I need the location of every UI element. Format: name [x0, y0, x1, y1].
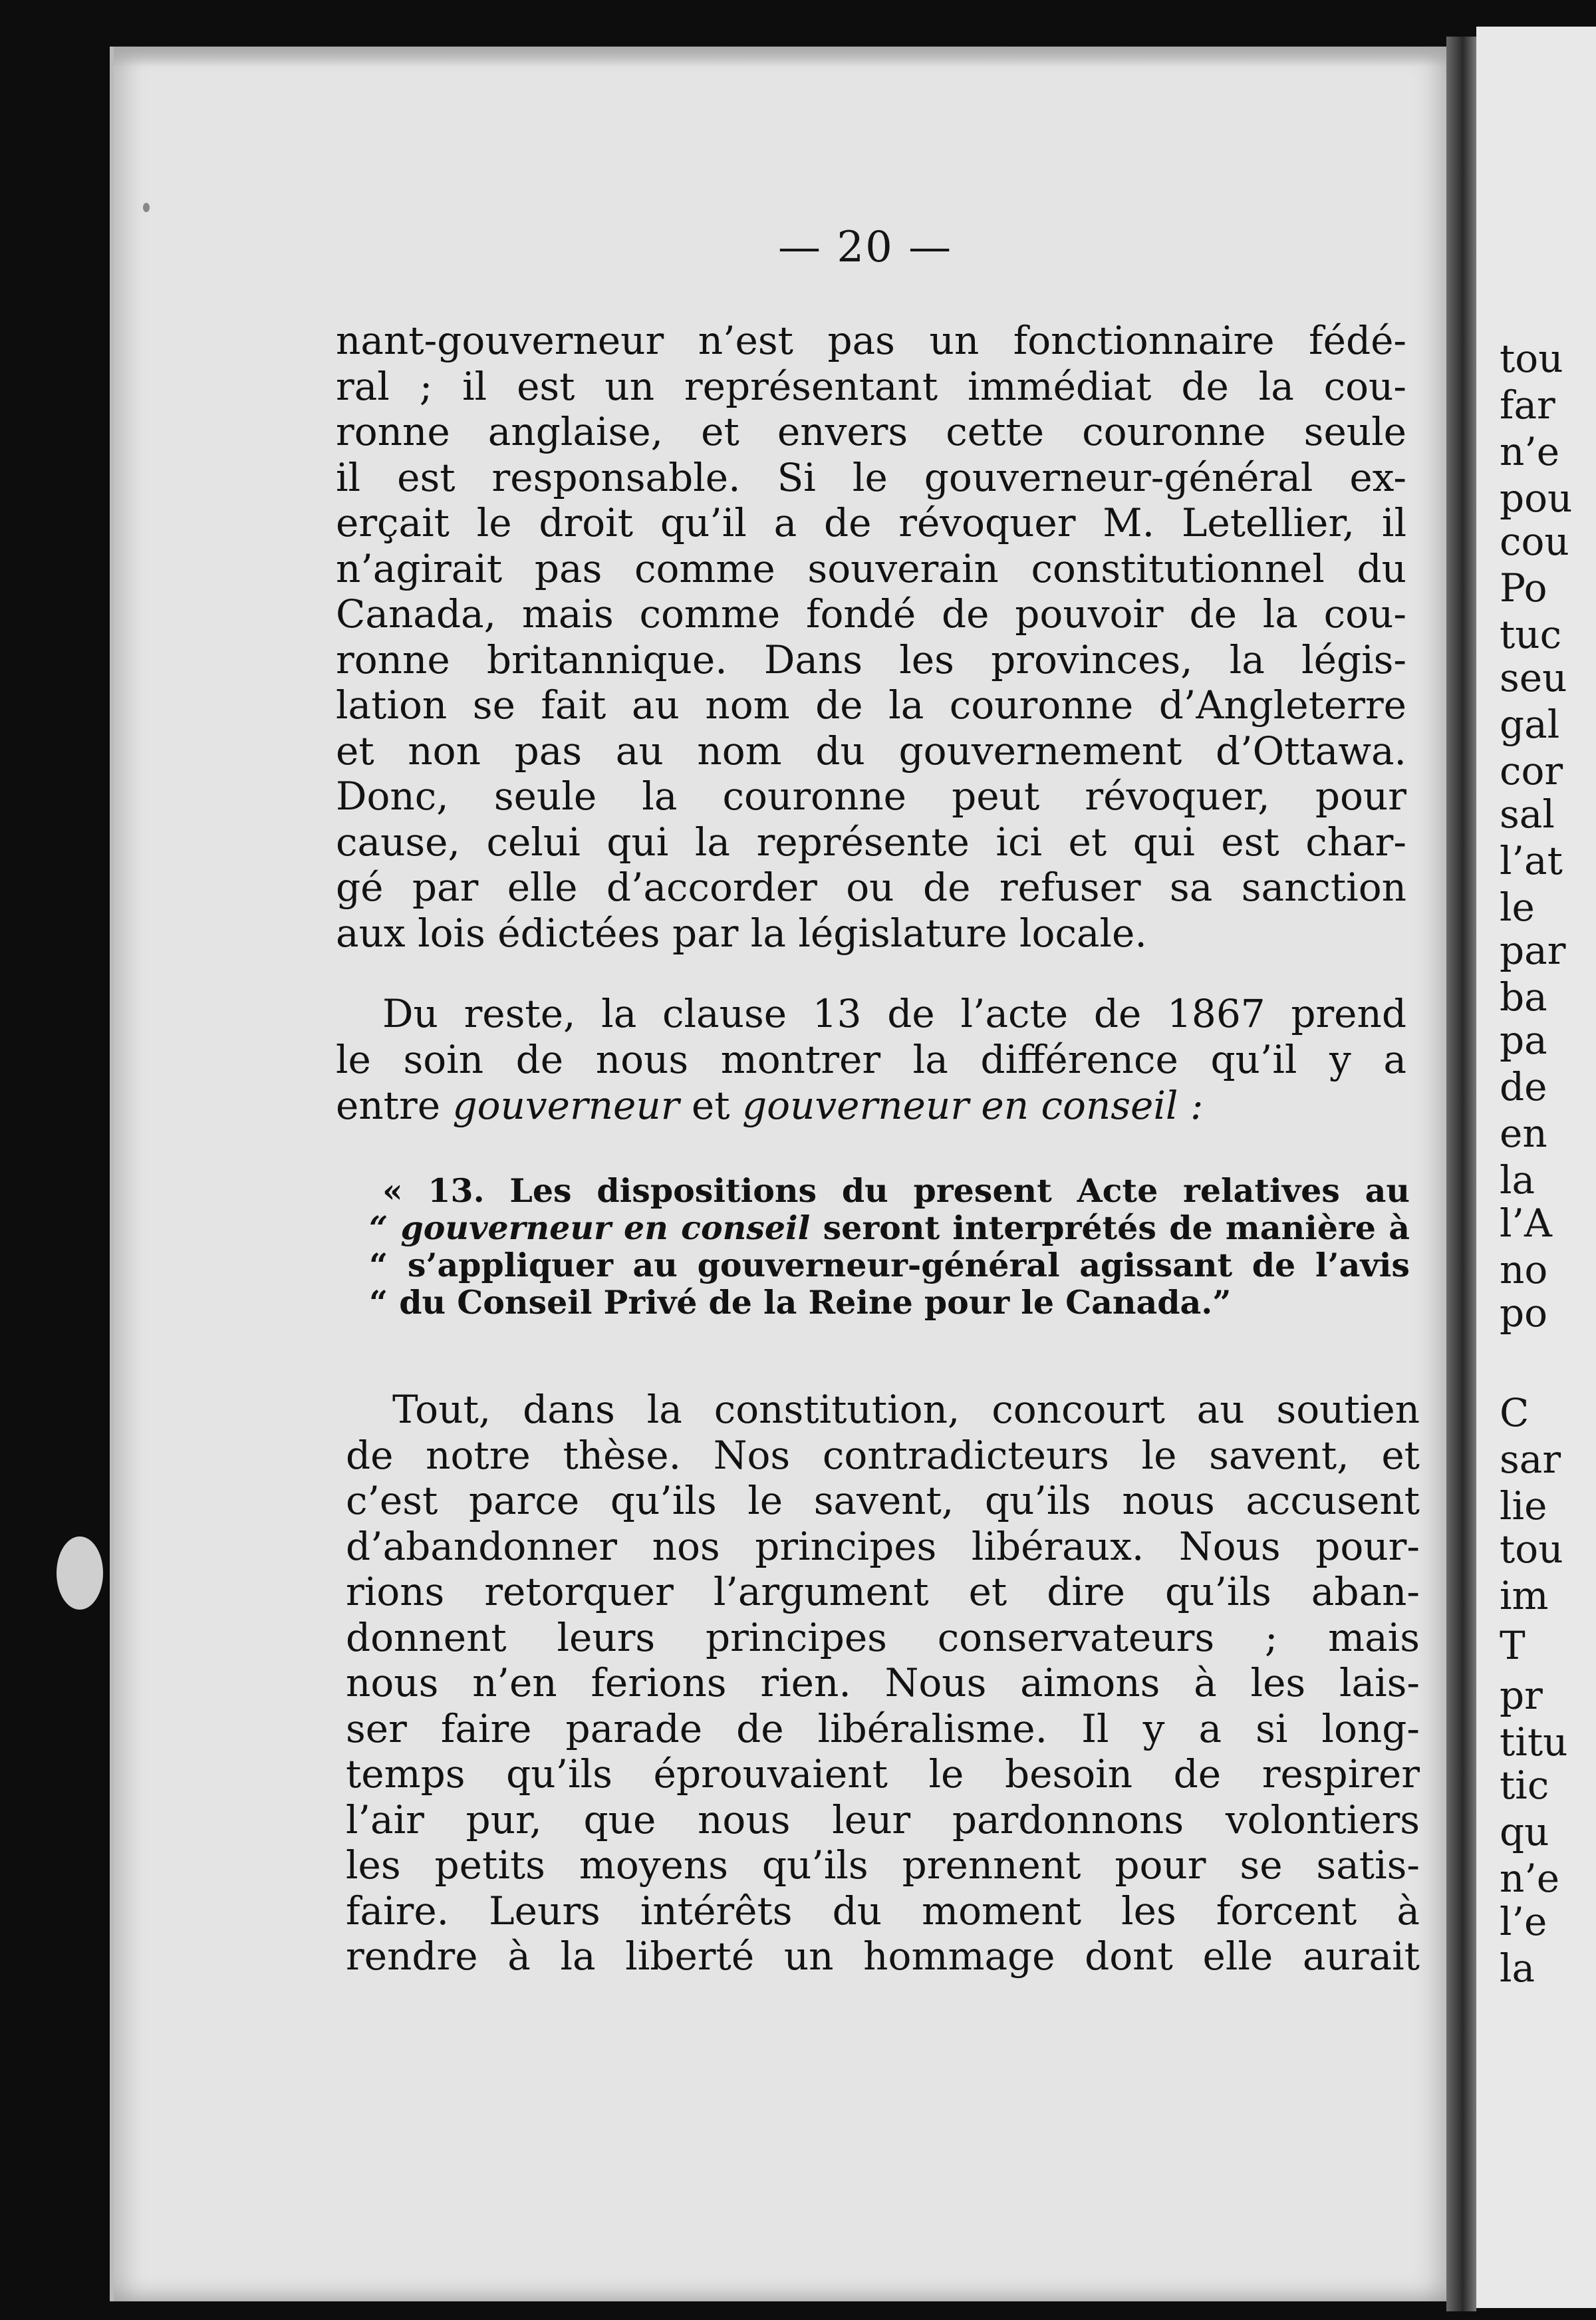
paragraph-1-line: ral ; il est un représentant immédiat de la cou- [336, 363, 1406, 409]
paragraph-1-line: Canada, mais comme fondé de pouvoir de la cou- [336, 591, 1406, 637]
right-page-word-fragment: la [1500, 1946, 1535, 1991]
right-page-word-fragment: n’e [1500, 1856, 1560, 1901]
paragraph-2 [336, 991, 1406, 1129]
quote-line: “ s’appliquer au gouverneur-général agissant de l’avis [369, 1246, 1410, 1284]
paragraph-1-line: erçait le droit qu’il a de révoquer M. Letellier, il [336, 500, 1406, 545]
right-page-word-fragment: tic [1500, 1763, 1549, 1808]
right-page-word-fragment: tuc [1500, 612, 1562, 657]
quote-line: “ du Conseil Privé de la Reine pour le Canada.” [369, 1284, 1232, 1321]
right-page-word-fragment: sal [1500, 792, 1555, 837]
paragraph-3-line: c’est parce qu’ils le savent, qu’ils nous accusent [346, 1478, 1420, 1523]
right-page-word-fragment: en [1500, 1111, 1547, 1156]
paragraph-1-line: ronne anglaise, et envers cette couronne seule [336, 409, 1406, 454]
paragraph-1-line: cause, celui qui la représente ici et qui est char- [336, 819, 1406, 865]
right-page-word-fragment: la [1500, 1157, 1535, 1203]
right-page-fragment [1476, 27, 1596, 2308]
right-page-word-fragment: pr [1500, 1673, 1543, 1718]
right-page-word-fragment: ba [1500, 974, 1547, 1020]
right-page-word-fragment: n’e [1500, 429, 1560, 474]
word-entre: entre [336, 1083, 441, 1128]
paragraph-1-line: et non pas au nom du gouvernement d’Ottawa. [336, 728, 1406, 774]
paragraph-1-line: gé par elle d’accorder ou de refuser sa sanction [336, 865, 1406, 910]
right-page-word-fragment: titu [1500, 1719, 1568, 1765]
paragraph-3-line: Tout, dans la constitution, concourt au soutien [392, 1387, 1420, 1432]
paragraph-1-line: lation se fait au nom de la couronne d’Angleterre [336, 682, 1406, 728]
scan-speck [57, 1536, 103, 1610]
italic-term: gouverneur en conseil : [741, 1083, 1204, 1128]
paragraph-1-line: ronne britannique. Dans les provinces, la légis- [336, 637, 1406, 682]
quote-line [369, 1209, 1410, 1246]
right-page-word-fragment: l’e [1500, 1899, 1547, 1944]
right-page-word-fragment: po [1500, 1290, 1548, 1336]
italic-term: “ gouverneur en conseil [369, 1209, 811, 1246]
right-page-word-fragment: l’A [1500, 1201, 1552, 1246]
paragraph-2-line: Du reste, la clause 13 de l’acte de 1867 prend [382, 991, 1406, 1036]
right-page-word-fragment: par [1500, 928, 1566, 973]
paragraph-2-line-last [336, 1083, 1406, 1129]
paragraph-3-line: ser faire parade de libéralisme. Il y a si long- [346, 1705, 1420, 1751]
right-page-word-fragment: de [1500, 1064, 1547, 1109]
right-page-word-fragment: no [1500, 1247, 1548, 1292]
right-page-word-fragment: l’at [1500, 838, 1563, 883]
italic-term: gouverneur [452, 1083, 680, 1128]
paragraph-3 [346, 1387, 1420, 1979]
right-page-word-fragment: seu [1500, 655, 1567, 700]
quoted-clause [369, 1172, 1410, 1321]
paragraph-3-line: faire. Leurs intérêts du moment les forcent à [346, 1888, 1420, 1934]
right-page-word-fragment: cou [1500, 519, 1569, 564]
paragraph-3-line: temps qu’ils éprouvaient le besoin de respirer [346, 1751, 1420, 1797]
quote-line: « 13. Les dispositions du present Acte relatives au [382, 1172, 1410, 1209]
paragraph-3-line: d’abandonner nos principes libéraux. Nous pour- [346, 1523, 1420, 1569]
paragraph-1-line: aux lois édictées par la législature locale. [336, 910, 1147, 956]
paragraph-3-line: rions retorquer l’argument et dire qu’ils aban- [346, 1569, 1420, 1614]
right-page-word-fragment: pou [1500, 476, 1573, 521]
right-page-word-fragment: Po [1500, 565, 1547, 611]
right-page-word-fragment: gal [1500, 702, 1560, 747]
right-page-word-fragment: qu [1500, 1809, 1549, 1854]
right-page-word-fragment: tou [1500, 1526, 1563, 1572]
quote-line-rest: seront interprétés de manière à [823, 1209, 1410, 1246]
right-page-word-fragment: C [1500, 1390, 1530, 1435]
paragraph-1-line: Donc, seule la couronne peut révoquer, pour [336, 774, 1406, 819]
right-page-word-fragment: T [1500, 1623, 1526, 1668]
right-page-word-fragment: far [1500, 382, 1555, 428]
scan-speck [143, 203, 150, 212]
paragraph-1-line: il est responsable. Si le gouverneur-général ex- [336, 454, 1406, 500]
paragraph-3-line: donnent leurs principes conservateurs ; mais [346, 1614, 1420, 1660]
paragraph-1-line: nant-gouverneur n’est pas un fonctionnaire fédé- [336, 318, 1406, 363]
paragraph-3-line: de notre thèse. Nos contradicteurs le savent, et [346, 1432, 1420, 1478]
right-page-word-fragment: sar [1500, 1437, 1561, 1482]
paragraph-1-line: n’agirait pas comme souverain constitutionnel du [336, 545, 1406, 591]
paragraph-3-line: nous n’en ferions rien. Nous aimons à les lais- [346, 1660, 1420, 1705]
right-page-word-fragment: tou [1500, 336, 1563, 381]
right-page-word-fragment: lie [1500, 1483, 1547, 1528]
right-page-word-fragment: cor [1500, 748, 1563, 794]
page-number: — 20 — [778, 223, 953, 272]
right-page-word-fragment: pa [1500, 1018, 1547, 1063]
paragraph-1 [336, 318, 1406, 956]
right-page-word-fragment: le [1500, 885, 1535, 930]
paragraph-2-line: le soin de nous montrer la différence qu’il y a [336, 1037, 1406, 1082]
paragraph-3-line: les petits moyens qu’ils prennent pour se satis- [346, 1842, 1420, 1888]
paragraph-3-line: rendre à la liberté un hommage dont elle aurait [346, 1934, 1420, 1979]
right-page-word-fragment: im [1500, 1573, 1549, 1618]
paragraph-3-line: l’air pur, que nous leur pardonnons volontiers [346, 1797, 1420, 1842]
word-et: et [691, 1083, 730, 1128]
book-gutter [1446, 37, 1476, 2311]
